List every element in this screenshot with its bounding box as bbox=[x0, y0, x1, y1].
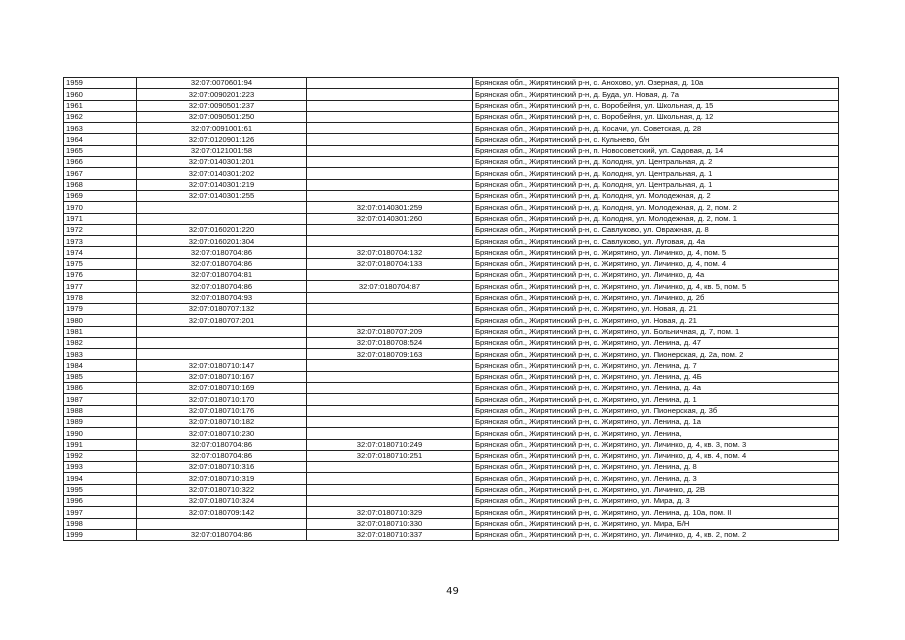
premises-cadastral-number: 32:07:0180708:524 bbox=[307, 337, 473, 348]
row-number: 1973 bbox=[64, 236, 137, 247]
row-number: 1972 bbox=[64, 224, 137, 235]
table-row bbox=[64, 315, 839, 326]
row-number: 1979 bbox=[64, 303, 137, 314]
premises-cadastral-number bbox=[307, 360, 473, 371]
address: Брянская обл., Жирятинский р-н, с. Савлуково, ул. Луговая, д. 4а bbox=[473, 236, 839, 247]
row-number: 1998 bbox=[64, 518, 137, 529]
cadastral-number: 32:07:0180707:132 bbox=[137, 303, 307, 314]
row-number: 1985 bbox=[64, 371, 137, 382]
row-number: 1963 bbox=[64, 123, 137, 134]
row-number: 1970 bbox=[64, 202, 137, 213]
premises-cadastral-number bbox=[307, 134, 473, 145]
premises-cadastral-number bbox=[307, 123, 473, 134]
premises-cadastral-number bbox=[307, 473, 473, 484]
row-number: 1996 bbox=[64, 495, 137, 506]
cadastral-number: 32:07:0160201:220 bbox=[137, 224, 307, 235]
address: Брянская обл., Жирятинский р-н, п. Новосоветский, ул. Садовая, д. 14 bbox=[473, 145, 839, 156]
address: Брянская обл., Жирятинский р-н, д. Колодня, ул. Центральная, д. 1 bbox=[473, 179, 839, 190]
address: Брянская обл., Жирятинский р-н, с. Жирятино, ул. Ленина, д. 10а, пом. II bbox=[473, 507, 839, 518]
premises-cadastral-number: 32:07:0180704:132 bbox=[307, 247, 473, 258]
premises-cadastral-number bbox=[307, 303, 473, 314]
address: Брянская обл., Жирятинский р-н, с. Жирятино, ул. Ленина, д. 47 bbox=[473, 337, 839, 348]
cadastral-number: 32:07:0090501:237 bbox=[137, 100, 307, 111]
premises-cadastral-number bbox=[307, 111, 473, 122]
address: Брянская обл., Жирятинский р-н, с. Жирятино, ул. Личинко, д. 4, кв. 2, пом. 2 bbox=[473, 529, 839, 540]
premises-cadastral-number bbox=[307, 224, 473, 235]
cadastral-number: 32:07:0180704:86 bbox=[137, 439, 307, 450]
cadastral-number bbox=[137, 213, 307, 224]
premises-cadastral-number bbox=[307, 179, 473, 190]
row-number: 1968 bbox=[64, 179, 137, 190]
address: Брянская обл., Жирятинский р-н, с. Жирятино, ул. Личинко, д. 4, кв. 4, пом. 4 bbox=[473, 450, 839, 461]
address: Брянская обл., Жирятинский р-н, д. Косачи, ул. Советская, д. 28 bbox=[473, 123, 839, 134]
cadastral-number: 32:07:0090501:250 bbox=[137, 111, 307, 122]
table-row bbox=[64, 179, 839, 190]
premises-cadastral-number bbox=[307, 405, 473, 416]
cadastral-number bbox=[137, 337, 307, 348]
row-number: 1975 bbox=[64, 258, 137, 269]
premises-cadastral-number bbox=[307, 315, 473, 326]
premises-cadastral-number bbox=[307, 168, 473, 179]
cadastral-number: 32:07:0180709:142 bbox=[137, 507, 307, 518]
address: Брянская обл., Жирятинский р-н, с. Жирятино, ул. Личинко, д. 4, кв. 5, пом. 5 bbox=[473, 281, 839, 292]
row-number: 1989 bbox=[64, 416, 137, 427]
address: Брянская обл., Жирятинский р-н, с. Анохово, ул. Озерная, д. 10а bbox=[473, 78, 839, 89]
premises-cadastral-number bbox=[307, 394, 473, 405]
table-row bbox=[64, 270, 839, 281]
table-row bbox=[64, 236, 839, 247]
table-row bbox=[64, 258, 839, 269]
premises-cadastral-number: 32:07:0180710:330 bbox=[307, 518, 473, 529]
premises-cadastral-number: 32:07:0180704:87 bbox=[307, 281, 473, 292]
cadastral-number: 32:07:0180704:86 bbox=[137, 258, 307, 269]
cadastral-number: 32:07:0180710:230 bbox=[137, 428, 307, 439]
row-number: 1990 bbox=[64, 428, 137, 439]
address: Брянская обл., Жирятинский р-н, с. Жирятино, ул. Новая, д. 21 bbox=[473, 315, 839, 326]
cadastral-number: 32:07:0091001:61 bbox=[137, 123, 307, 134]
cadastral-number: 32:07:0180710:322 bbox=[137, 484, 307, 495]
table-row bbox=[64, 428, 839, 439]
row-number: 1974 bbox=[64, 247, 137, 258]
row-number: 1994 bbox=[64, 473, 137, 484]
premises-cadastral-number: 32:07:0140301:259 bbox=[307, 202, 473, 213]
address: Брянская обл., Жирятинский р-н, с. Жирятино, ул. Личинко, д. 4, кв. 3, пом. 3 bbox=[473, 439, 839, 450]
row-number: 1965 bbox=[64, 145, 137, 156]
cadastral-number: 32:07:0070601:94 bbox=[137, 78, 307, 89]
cadastral-number: 32:07:0180707:201 bbox=[137, 315, 307, 326]
premises-cadastral-number bbox=[307, 462, 473, 473]
table-row bbox=[64, 371, 839, 382]
address: Брянская обл., Жирятинский р-н, д. Буда, ул. Новая, д. 7а bbox=[473, 89, 839, 100]
table-row bbox=[64, 213, 839, 224]
table-row bbox=[64, 111, 839, 122]
table-row bbox=[64, 507, 839, 518]
cadastral-number: 32:07:0180710:319 bbox=[137, 473, 307, 484]
table-row bbox=[64, 168, 839, 179]
row-number: 1980 bbox=[64, 315, 137, 326]
cadastral-number: 32:07:0180710:182 bbox=[137, 416, 307, 427]
premises-cadastral-number bbox=[307, 371, 473, 382]
premises-cadastral-number bbox=[307, 145, 473, 156]
address: Брянская обл., Жирятинский р-н, с. Воробейня, ул. Школьная, д. 12 bbox=[473, 111, 839, 122]
premises-cadastral-number: 32:07:0180709:163 bbox=[307, 349, 473, 360]
row-number: 1997 bbox=[64, 507, 137, 518]
address: Брянская обл., Жирятинский р-н, с. Жирятино, ул. Больничная, д. 7, пом. 1 bbox=[473, 326, 839, 337]
address: Брянская обл., Жирятинский р-н, с. Жирятино, ул. Ленина, д. 1а bbox=[473, 416, 839, 427]
table-row bbox=[64, 123, 839, 134]
address: Брянская обл., Жирятинский р-н, с. Жирятино, ул. Ленина, д. 7 bbox=[473, 360, 839, 371]
row-number: 1986 bbox=[64, 383, 137, 394]
address: Брянская обл., Жирятинский р-н, с. Воробейня, ул. Школьная, д. 15 bbox=[473, 100, 839, 111]
cadastral-number: 32:07:0180704:86 bbox=[137, 529, 307, 540]
cadastral-number: 32:07:0180704:93 bbox=[137, 292, 307, 303]
row-number: 1969 bbox=[64, 190, 137, 201]
address: Брянская обл., Жирятинский р-н, д. Колодня, ул. Центральная, д. 1 bbox=[473, 168, 839, 179]
table-row bbox=[64, 529, 839, 540]
table-row bbox=[64, 405, 839, 416]
address: Брянская обл., Жирятинский р-н, с. Жирятино, ул. Пионерская, д. 2а, пом. 2 bbox=[473, 349, 839, 360]
address: Брянская обл., Жирятинский р-н, с. Жирятино, ул. Пионерская, д. 3б bbox=[473, 405, 839, 416]
row-number: 1982 bbox=[64, 337, 137, 348]
cadastral-number bbox=[137, 349, 307, 360]
table-row bbox=[64, 224, 839, 235]
address: Брянская обл., Жирятинский р-н, с. Жирятино, ул. Новая, д. 21 bbox=[473, 303, 839, 314]
table-row bbox=[64, 89, 839, 100]
cadastral-number: 32:07:0140301:201 bbox=[137, 157, 307, 168]
row-number: 1992 bbox=[64, 450, 137, 461]
address: Брянская обл., Жирятинский р-н, с. Жирятино, ул. Ленина, д. 1 bbox=[473, 394, 839, 405]
address: Брянская обл., Жирятинский р-н, с. Жирятино, ул. Ленина, д. 4Б bbox=[473, 371, 839, 382]
table-row bbox=[64, 518, 839, 529]
cadastral-number bbox=[137, 326, 307, 337]
table-row bbox=[64, 495, 839, 506]
address: Брянская обл., Жирятинский р-н, д. Колодня, ул. Молодежная, д. 2, пом. 1 bbox=[473, 213, 839, 224]
row-number: 1984 bbox=[64, 360, 137, 371]
premises-cadastral-number: 32:07:0140301:260 bbox=[307, 213, 473, 224]
cadastral-number: 32:07:0180710:316 bbox=[137, 462, 307, 473]
table-row bbox=[64, 450, 839, 461]
table-row bbox=[64, 360, 839, 371]
row-number: 1961 bbox=[64, 100, 137, 111]
row-number: 1983 bbox=[64, 349, 137, 360]
row-number: 1971 bbox=[64, 213, 137, 224]
row-number: 1988 bbox=[64, 405, 137, 416]
address: Брянская обл., Жирятинский р-н, с. Савлуково, ул. Овражная, д. 8 bbox=[473, 224, 839, 235]
table-row bbox=[64, 484, 839, 495]
cadastral-number bbox=[137, 202, 307, 213]
premises-cadastral-number bbox=[307, 89, 473, 100]
table-row bbox=[64, 78, 839, 89]
cadastral-number: 32:07:0180704:86 bbox=[137, 450, 307, 461]
page-number: 49 bbox=[446, 586, 459, 597]
table-row bbox=[64, 134, 839, 145]
table-row bbox=[64, 157, 839, 168]
row-number: 1987 bbox=[64, 394, 137, 405]
address: Брянская обл., Жирятинский р-н, с. Жирятино, ул. Ленина, bbox=[473, 428, 839, 439]
address: Брянская обл., Жирятинский р-н, с. Жирятино, ул. Ленина, д. 3 bbox=[473, 473, 839, 484]
cadastral-number: 32:07:0140301:202 bbox=[137, 168, 307, 179]
row-number: 1978 bbox=[64, 292, 137, 303]
cadastral-number: 32:07:0120901:126 bbox=[137, 134, 307, 145]
address: Брянская обл., Жирятинский р-н, д. Колодня, ул. Центральная, д. 2 bbox=[473, 157, 839, 168]
row-number: 1960 bbox=[64, 89, 137, 100]
premises-cadastral-number: 32:07:0180707:209 bbox=[307, 326, 473, 337]
table-row bbox=[64, 337, 839, 348]
row-number: 1962 bbox=[64, 111, 137, 122]
table-row bbox=[64, 292, 839, 303]
address: Брянская обл., Жирятинский р-н, с. Жирятино, ул. Личинко, д. 4, пом. 4 bbox=[473, 258, 839, 269]
table-row bbox=[64, 416, 839, 427]
table-row bbox=[64, 473, 839, 484]
premises-cadastral-number bbox=[307, 428, 473, 439]
cadastral-number: 32:07:0180710:147 bbox=[137, 360, 307, 371]
row-number: 1976 bbox=[64, 270, 137, 281]
row-number: 1991 bbox=[64, 439, 137, 450]
address: Брянская обл., Жирятинский р-н, с. Жирятино, ул. Мира, Б/Н bbox=[473, 518, 839, 529]
premises-cadastral-number: 32:07:0180710:337 bbox=[307, 529, 473, 540]
premises-cadastral-number: 32:07:0180704:133 bbox=[307, 258, 473, 269]
cadastral-number: 32:07:0180710:324 bbox=[137, 495, 307, 506]
address: Брянская обл., Жирятинский р-н, д. Колодня, ул. Молодежная, д. 2 bbox=[473, 190, 839, 201]
premises-cadastral-number bbox=[307, 383, 473, 394]
premises-cadastral-number bbox=[307, 236, 473, 247]
cadastral-number: 32:07:0180704:86 bbox=[137, 281, 307, 292]
premises-cadastral-number: 32:07:0180710:251 bbox=[307, 450, 473, 461]
address: Брянская обл., Жирятинский р-н, д. Колодня, ул. Молодежная, д. 2, пом. 2 bbox=[473, 202, 839, 213]
table-row bbox=[64, 394, 839, 405]
cadastral-number: 32:07:0140301:255 bbox=[137, 190, 307, 201]
table-row bbox=[64, 383, 839, 394]
premises-cadastral-number bbox=[307, 270, 473, 281]
address: Брянская обл., Жирятинский р-н, с. Жирятино, ул. Личинко, д. 2В bbox=[473, 484, 839, 495]
table-row bbox=[64, 281, 839, 292]
premises-cadastral-number bbox=[307, 416, 473, 427]
premises-cadastral-number: 32:07:0180710:249 bbox=[307, 439, 473, 450]
table-row bbox=[64, 439, 839, 450]
premises-cadastral-number bbox=[307, 100, 473, 111]
address: Брянская обл., Жирятинский р-н, с. Жирятино, ул. Ленина, д. 8 bbox=[473, 462, 839, 473]
address: Брянская обл., Жирятинский р-н, с. Жирятино, ул. Личинко, д. 2б bbox=[473, 292, 839, 303]
cadastral-number: 32:07:0180710:167 bbox=[137, 371, 307, 382]
address: Брянская обл., Жирятинский р-н, с. Жирятино, ул. Мира, д. 3 bbox=[473, 495, 839, 506]
address: Брянская обл., Жирятинский р-н, с. Жирятино, ул. Личинко, д. 4, пом. 5 bbox=[473, 247, 839, 258]
cadastral-number: 32:07:0090201:223 bbox=[137, 89, 307, 100]
premises-cadastral-number bbox=[307, 484, 473, 495]
table-row bbox=[64, 100, 839, 111]
premises-cadastral-number bbox=[307, 190, 473, 201]
cadastral-number: 32:07:0180704:81 bbox=[137, 270, 307, 281]
cadastral-number: 32:07:0160201:304 bbox=[137, 236, 307, 247]
address: Брянская обл., Жирятинский р-н, с. Кульнево, б/н bbox=[473, 134, 839, 145]
property-registry-table bbox=[63, 77, 839, 541]
table-row bbox=[64, 326, 839, 337]
address: Брянская обл., Жирятинский р-н, с. Жирятино, ул. Ленина, д. 4а bbox=[473, 383, 839, 394]
premises-cadastral-number bbox=[307, 495, 473, 506]
row-number: 1967 bbox=[64, 168, 137, 179]
cadastral-number: 32:07:0121001:58 bbox=[137, 145, 307, 156]
table-row bbox=[64, 303, 839, 314]
row-number: 1959 bbox=[64, 78, 137, 89]
cadastral-number: 32:07:0180710:169 bbox=[137, 383, 307, 394]
premises-cadastral-number: 32:07:0180710:329 bbox=[307, 507, 473, 518]
cadastral-number: 32:07:0180710:176 bbox=[137, 405, 307, 416]
row-number: 1999 bbox=[64, 529, 137, 540]
table-row bbox=[64, 247, 839, 258]
table-row bbox=[64, 202, 839, 213]
row-number: 1977 bbox=[64, 281, 137, 292]
address: Брянская обл., Жирятинский р-н, с. Жирятино, ул. Личинко, д. 4а bbox=[473, 270, 839, 281]
premises-cadastral-number bbox=[307, 157, 473, 168]
row-number: 1995 bbox=[64, 484, 137, 495]
premises-cadastral-number bbox=[307, 78, 473, 89]
table-row bbox=[64, 349, 839, 360]
cadastral-number: 32:07:0180704:86 bbox=[137, 247, 307, 258]
table-row bbox=[64, 190, 839, 201]
cadastral-number: 32:07:0140301:219 bbox=[137, 179, 307, 190]
cadastral-number bbox=[137, 518, 307, 529]
row-number: 1993 bbox=[64, 462, 137, 473]
table-body bbox=[64, 78, 839, 541]
table-row bbox=[64, 145, 839, 156]
table-row bbox=[64, 462, 839, 473]
cadastral-number: 32:07:0180710:170 bbox=[137, 394, 307, 405]
row-number: 1981 bbox=[64, 326, 137, 337]
row-number: 1964 bbox=[64, 134, 137, 145]
premises-cadastral-number bbox=[307, 292, 473, 303]
row-number: 1966 bbox=[64, 157, 137, 168]
